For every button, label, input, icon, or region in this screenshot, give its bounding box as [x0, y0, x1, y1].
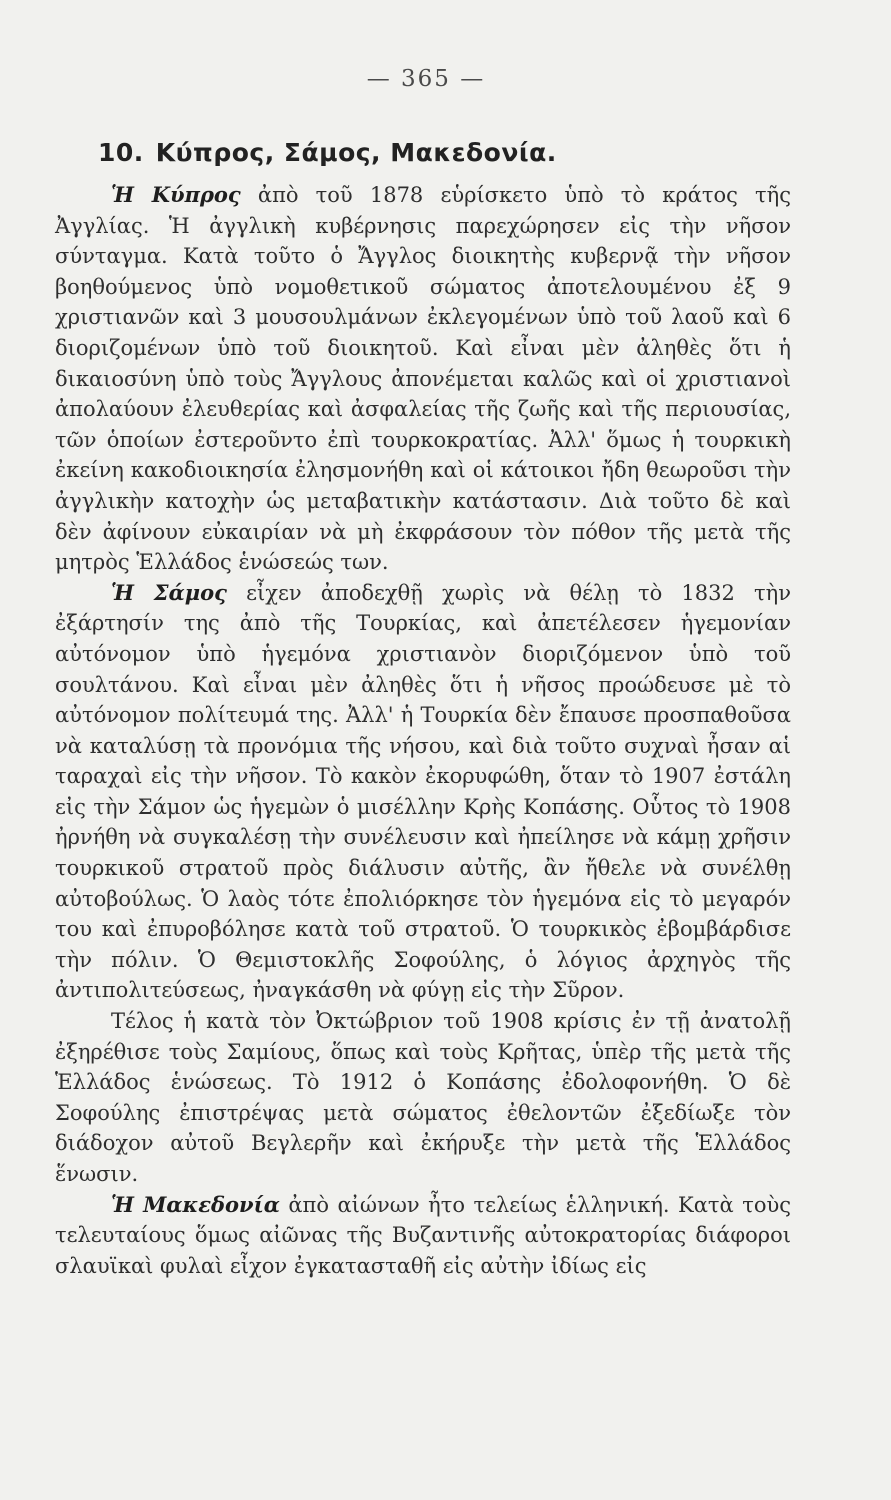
paragraph-text: Τέλος ἡ κατὰ τὸν Ὀκτώβριον τοῦ 1908 κρίσις ἐν τῇ ἀνατολῇ ἐξηρέθισε τοὺς Σαμίους, ὅπως καὶ τοὺς Κρῆτας, ὑπὲρ τῆς μετὰ τῆς Ἑλλάδος ἑνώσεως. Τὸ 1912 ὁ Κοπάσης ἐδολοφονήθη. Ὁ δὲ Σοφούλης ἐπιστρέψας μετὰ σώματος ἐθελοντῶν ἐξεδίωξε τὸν διάδοχον αὐτοῦ Βεγλερῆν καὶ ἐκήρυξε τὴν μετὰ τῆς Ἑλλάδος ἕνωσιν.	[55, 1009, 791, 1186]
paragraph-samos	[55, 578, 791, 1006]
paragraph-lead: Ἡ Μακεδονία	[111, 1191, 280, 1217]
paragraph-macedonia	[55, 1190, 791, 1282]
paragraph-text: ἀπὸ τοῦ 1878 εὑρίσκετο ὑπὸ τὸ κράτος τῆς Ἀγγλίας. Ἡ ἀγγλικὴ κυβέρνησις παρεχώρησεν εἰς τὴν νῆσον σύνταγμα. Κατὰ τοῦτο ὁ Ἄγγλος διοικητὴς κυβερνᾷ τὴν νῆσον βοηθούμενος ὑπὸ νομοθετικοῦ σώματος ἀποτελουμένου ἐξ 9 χριστιανῶν καὶ 3 μουσουλμάνων ἐκλεγομένων ὑπὸ τοῦ λαοῦ καὶ 6 διοριζομένων ὑπὸ τοῦ διοικητοῦ. Καὶ εἶναι μὲν ἀληθὲς ὅτι ἡ δικαιοσύνη ὑπὸ τοὺς Ἄγγλους ἀπονέμεται καλῶς καὶ οἱ χριστιανοὶ ἀπολαύουν ἐλευθερίας καὶ ἀσφαλείας τῆς ζωῆς καὶ τῆς περιουσίας, τῶν ὁποίων ἐστεροῦντο ἐπὶ τουρκοκρατίας. Ἀλλ' ὅμως ἡ τουρκικὴ ἐκείνη κακοδιοικησία ἐλησμονήθη καὶ οἱ κάτοικοι ἤδη θεωροῦσι τὴν ἀγγλικὴν κατοχὴν ὡς μεταβατικὴν κατάστασιν. Διὰ τοῦτο δὲ καὶ δὲν ἀφίνουν εὐκαιρίαν νὰ μὴ ἐκφράσουν τὸν πόθον τῆς μετὰ τῆς μητρὸς Ἑλλάδος ἑνώσεώς των.	[55, 183, 791, 575]
section-number: 10.	[98, 138, 144, 167]
paragraph-samos-union	[55, 1006, 791, 1190]
section-title: Κύπρος, Σάμος, Μακεδονία.	[155, 138, 557, 167]
paragraph-text: ἀπὸ αἰώνων ἦτο τελείως ἑλληνική. Κατὰ τοὺς τελευταίους ὅμως αἰῶνας τῆς Βυζαντινῆς αὐτοκρατορίας διάφοροι σλαυϊκαὶ φυλαὶ εἶχον ἐγκατασταθῆ εἰς αὐτὴν ἰδίως εἰς	[55, 1192, 791, 1278]
page-number: — 365 —	[366, 66, 486, 92]
paragraph-lead: Ἡ Κύπρος	[111, 182, 241, 207]
body-text	[55, 180, 791, 1281]
section-heading	[98, 138, 798, 167]
paragraph-lead: Ἡ Σάμος	[111, 579, 227, 605]
paragraph-cyprus	[55, 180, 791, 578]
paragraph-text: εἶχεν ἀποδεχθῇ χωρὶς νὰ θέλῃ τὸ 1832 τὴν ἐξάρτησίν της ἀπὸ τῆς Τουρκίας, καὶ ἀπετέλεσεν ἡγεμονίαν αὐτόνομον ὑπὸ ἡγεμόνα χριστιανὸν διοριζόμενον ὑπὸ τοῦ σουλτάνου. Καὶ εἶναι μὲν ἀληθὲς ὅτι ἡ νῆσος προώδευσε μὲ τὸ αὐτόνομον πολίτευμά της. Ἀλλ' ἡ Τουρκία δὲν ἔπαυσε προσπαθοῦσα νὰ καταλύσῃ τὰ προνόμια τῆς νήσου, καὶ διὰ τοῦτο συχναὶ ἦσαν αἱ ταραχαὶ εἰς τὴν νῆσον. Τὸ κακὸν ἐκορυφώθη, ὅταν τὸ 1907 ἐστάλη εἰς τὴν Σάμον ὡς ἡγεμὼν ὁ μισέλλην Κρὴς Κοπάσης. Οὗτος τὸ 1908 ἠρνήθη νὰ συγκαλέσῃ τὴν συνέλευσιν καὶ ἠπείλησε νὰ κάμῃ χρῆσιν τουρκικοῦ στρατοῦ πρὸς διάλυσιν αὐτῆς, ἂν ἤθελε νὰ συνέλθῃ αὐτοβούλως. Ὁ λαὸς τότε ἐπολιόρκησε τὸν ἡγεμόνα εἰς τὸ μεγαρόν του καὶ ἐπυροβόλησε κατὰ τοῦ στρατοῦ. Ὁ τουρκικὸς ἐβομβάρδισε τὴν πόλιν. Ὁ Θεμιστοκλῆς Σοφούλης, ὁ λόγιος ἀρχηγὸς τῆς ἀντιπολιτεύσεως, ἠναγκάσθη νὰ φύγῃ εἰς τὴν Σῦρον.	[55, 580, 791, 1003]
